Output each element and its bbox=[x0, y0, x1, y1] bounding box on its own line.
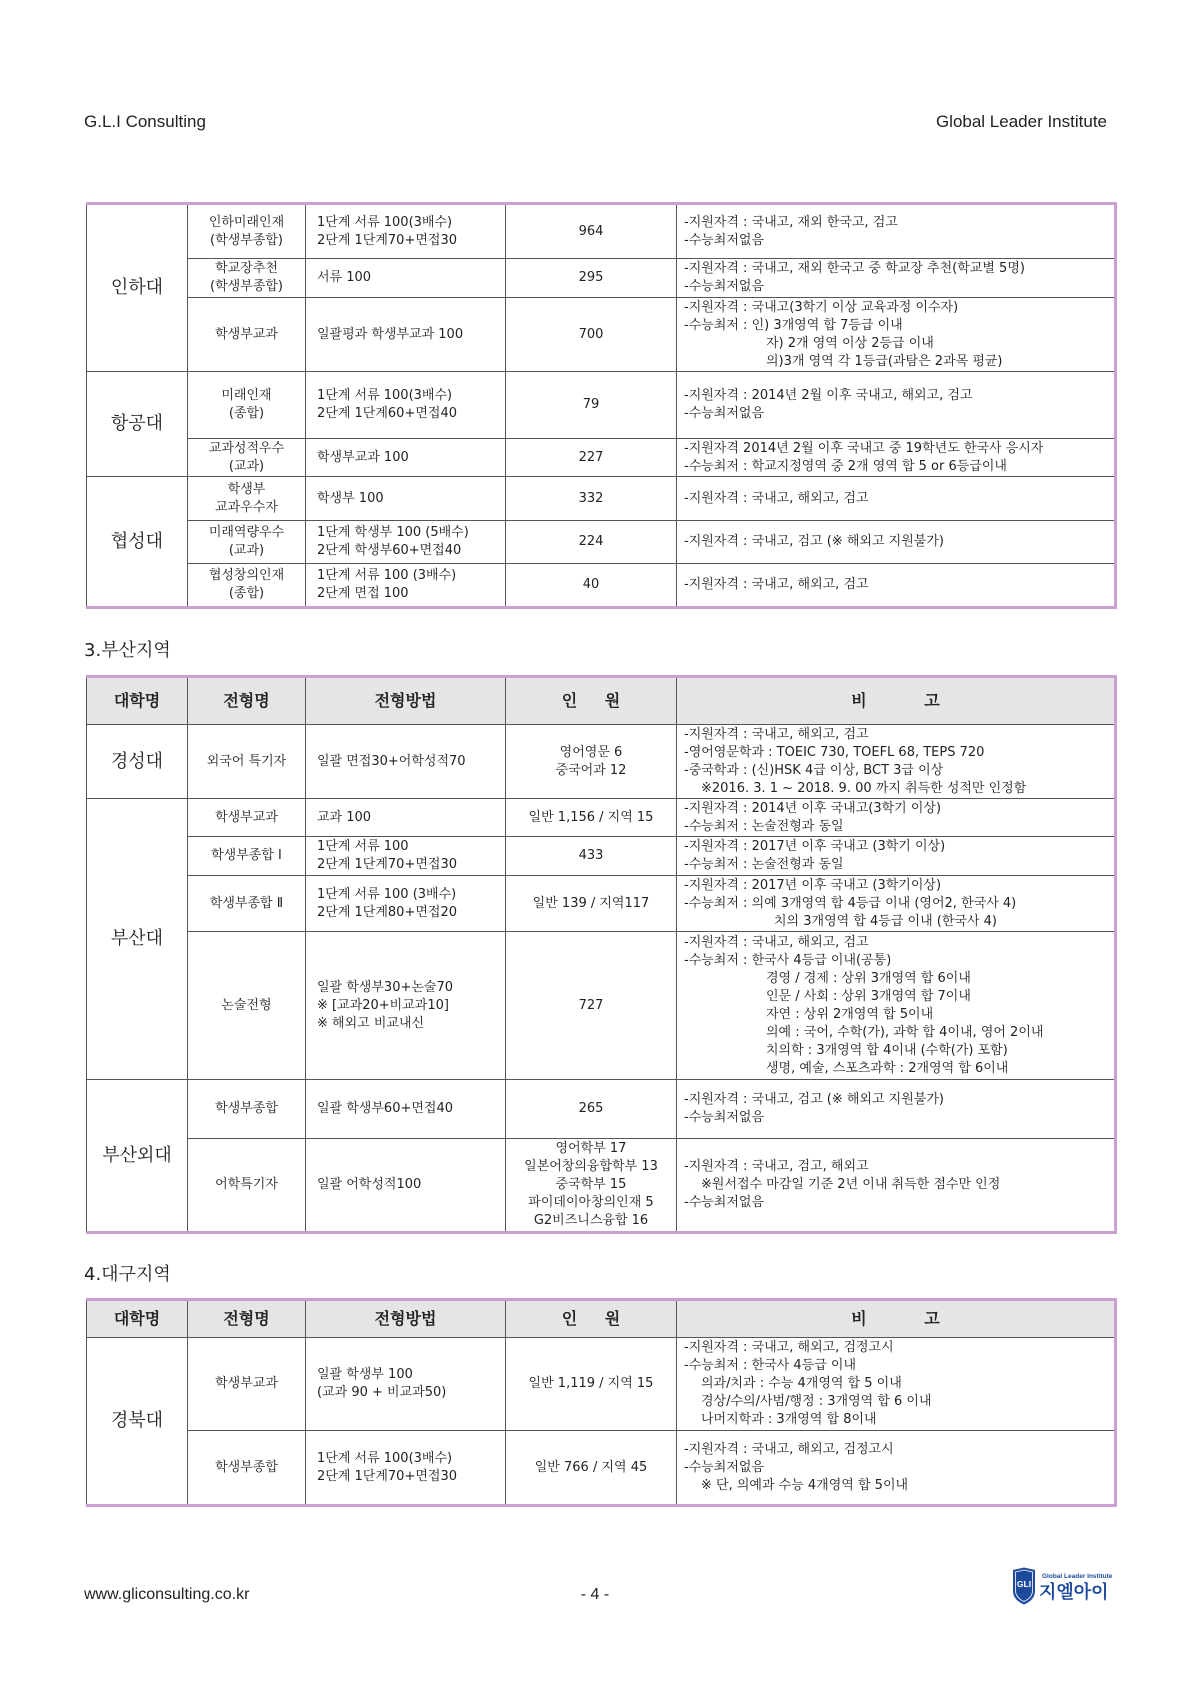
table-row bbox=[87, 477, 1116, 521]
method-line: 서류 100 bbox=[317, 270, 372, 285]
column-header-method: 전형방법 bbox=[306, 677, 506, 725]
quota-cell bbox=[506, 1080, 677, 1139]
logo-name: 지엘아이 bbox=[1039, 1582, 1109, 1603]
quota-cell bbox=[506, 799, 677, 837]
admission-type-cell bbox=[188, 932, 306, 1080]
table-row bbox=[87, 521, 1116, 564]
method-cell bbox=[306, 439, 506, 477]
notes-line: 치의 3개영역 합 4등급 이내 (한국사 4) bbox=[774, 913, 998, 929]
notes-cell bbox=[677, 298, 1116, 372]
method-line: 2단계 1단계60+면접40 bbox=[317, 406, 457, 421]
quota-line: 700 bbox=[578, 326, 604, 342]
quota-cell bbox=[506, 876, 677, 932]
notes-line: -수능최저 : 논술전형과 동일 bbox=[684, 818, 844, 834]
notes-cell bbox=[677, 259, 1116, 298]
method-line: 학생부교과 100 bbox=[317, 449, 409, 465]
admissions-table-incheon-gyeonggi bbox=[86, 202, 1117, 609]
notes-line: 인문 / 사회 : 상위 3개영역 합 7이내 bbox=[766, 988, 971, 1004]
column-header-method: 전형방법 bbox=[306, 1300, 506, 1338]
admission-type-line: 미래역량우수 bbox=[208, 525, 285, 540]
university-cell bbox=[87, 1080, 188, 1233]
university-name: 경북대 bbox=[110, 1410, 164, 1431]
notes-line: ※ 단, 의예과 수능 4개영역 합 5이내 bbox=[701, 1477, 909, 1493]
quota-line: 727 bbox=[578, 997, 604, 1013]
university-name: 항공대 bbox=[110, 413, 164, 434]
admission-type-cell bbox=[188, 298, 306, 372]
admission-type-line: 협성창의인재 bbox=[208, 568, 285, 583]
university-cell bbox=[87, 799, 188, 1080]
quota-cell bbox=[506, 439, 677, 477]
method-line: 2단계 1단계70+면접30 bbox=[317, 1468, 457, 1484]
admission-type-line: 인하미래인재 bbox=[208, 214, 285, 230]
method-cell bbox=[306, 1338, 506, 1431]
quota-line: 일본어창의융합학부 13 bbox=[524, 1159, 658, 1174]
section-title-busan: 3.부산지역 bbox=[84, 640, 171, 661]
admission-type-line: 학생부종합 bbox=[215, 1101, 278, 1116]
quota-line: 일반 1,156 / 지역 15 bbox=[528, 809, 654, 825]
method-line: 1단계 서류 100(3배수) bbox=[317, 388, 453, 403]
admission-type-cell bbox=[188, 1139, 306, 1233]
quota-cell bbox=[506, 372, 677, 439]
method-line: 2단계 1단계70+면접30 bbox=[317, 232, 457, 248]
notes-line: -지원자격 : 2014년 이후 국내고(3학기 이상) bbox=[684, 800, 942, 816]
method-cell bbox=[306, 1431, 506, 1506]
notes-cell bbox=[677, 477, 1116, 521]
quota-line: G2비즈니스융합 16 bbox=[533, 1213, 649, 1228]
university-name: 인하대 bbox=[110, 277, 164, 298]
notes-line: -수능최저 : 논술전형과 동일 bbox=[684, 857, 844, 872]
method-line: 일괄 학생부30+논술70 bbox=[317, 979, 454, 995]
method-line: 1단계 서류 100 (3배수) bbox=[317, 568, 457, 583]
method-line: 1단계 서류 100(3배수) bbox=[317, 1450, 453, 1466]
notes-cell bbox=[677, 725, 1116, 799]
admission-type-cell bbox=[188, 799, 306, 837]
admission-type-cell bbox=[188, 876, 306, 932]
admission-type-line: (종합) bbox=[228, 406, 265, 421]
admission-type-line: 학생부교과 bbox=[215, 809, 278, 825]
quota-line: 파이데이아창의인재 5 bbox=[528, 1195, 654, 1210]
notes-cell bbox=[677, 876, 1116, 932]
method-line: 교과 100 bbox=[317, 809, 372, 825]
quota-line: 964 bbox=[578, 223, 604, 239]
notes-line: -지원자격 : 국내고, 해외고, 검고 bbox=[684, 934, 869, 950]
logo-emblem-text: GLI bbox=[1016, 1579, 1032, 1589]
method-line: 일괄 학생부 100 bbox=[317, 1367, 413, 1382]
method-line: 일괄 학생부60+면접40 bbox=[317, 1101, 454, 1116]
notes-line: -지원자격 : 국내고, 해외고, 검고 bbox=[684, 726, 869, 742]
notes-line: -지원자격 : 국내고, 검고, 해외고 bbox=[684, 1159, 869, 1174]
admission-type-line: 논술전형 bbox=[221, 997, 272, 1013]
header-right-title: Global Leader Institute bbox=[935, 112, 1107, 131]
quota-cell bbox=[506, 259, 677, 298]
admission-type-line: 학생부 bbox=[227, 481, 266, 497]
quota-line: 영어영문 6 bbox=[559, 744, 623, 760]
notes-line: 의)3개 영역 각 1등급(과탐은 2과목 평균) bbox=[766, 353, 1003, 369]
column-header-notes: 비 고 bbox=[677, 1300, 1116, 1338]
quota-cell bbox=[506, 204, 677, 259]
notes-cell bbox=[677, 372, 1116, 439]
quota-cell bbox=[506, 932, 677, 1080]
column-header-university: 대학명 bbox=[87, 677, 188, 725]
quota-cell bbox=[506, 837, 677, 876]
notes-line: -지원자격 : 국내고, 재외 한국고, 검고 bbox=[684, 214, 898, 230]
quota-cell bbox=[506, 298, 677, 372]
column-header-admission: 전형명 bbox=[188, 677, 306, 725]
notes-line: 경상/수의/사범/행정 : 3개영역 합 6 이내 bbox=[701, 1394, 932, 1409]
column-header-university: 대학명 bbox=[87, 1300, 188, 1338]
method-line: 1단계 서류 100 (3배수) bbox=[317, 886, 457, 902]
notes-line: 자연 : 상위 2개영역 합 5이내 bbox=[766, 1006, 934, 1022]
notes-line: -지원자격 : 국내고(3학기 이상 교육과정 이수자) bbox=[684, 299, 959, 315]
university-cell bbox=[87, 204, 188, 372]
admission-type-cell bbox=[188, 372, 306, 439]
method-cell bbox=[306, 259, 506, 298]
notes-cell bbox=[677, 1431, 1116, 1506]
admission-type-line: 교과우수자 bbox=[215, 499, 278, 515]
admission-type-line: 학교장추천 bbox=[215, 261, 278, 276]
notes-cell bbox=[677, 521, 1116, 564]
method-cell bbox=[306, 1139, 506, 1233]
table-row bbox=[87, 876, 1116, 932]
notes-line: -수능최저없음 bbox=[684, 232, 765, 248]
notes-cell bbox=[677, 932, 1116, 1080]
column-header-notes: 비 고 bbox=[677, 677, 1116, 725]
university-cell bbox=[87, 372, 188, 477]
method-cell bbox=[306, 564, 506, 608]
notes-line: -지원자격 : 2014년 2월 이후 국내고, 해외고, 검고 bbox=[684, 388, 973, 403]
admission-type-cell bbox=[188, 725, 306, 799]
quota-line: 일반 1,119 / 지역 15 bbox=[528, 1376, 654, 1391]
admission-type-cell bbox=[188, 1080, 306, 1139]
table-row bbox=[87, 439, 1116, 477]
notes-line: -수능최저없음 bbox=[684, 279, 765, 294]
method-cell bbox=[306, 932, 506, 1080]
method-cell bbox=[306, 725, 506, 799]
admission-type-line: 미래인재 bbox=[221, 388, 272, 403]
quota-cell bbox=[506, 477, 677, 521]
notes-line: -수능최저없음 bbox=[684, 406, 765, 421]
quota-line: 332 bbox=[578, 490, 604, 506]
method-line: 2단계 학생부60+면접40 bbox=[317, 543, 462, 558]
quota-line: 40 bbox=[582, 577, 600, 592]
column-header-quota: 인 원 bbox=[506, 677, 677, 725]
university-name: 부산대 bbox=[110, 928, 164, 949]
table-row bbox=[87, 725, 1116, 799]
admissions-table-daegu bbox=[86, 1298, 1117, 1507]
method-line: 일괄 면접30+어학성적70 bbox=[317, 753, 466, 769]
table-header-row bbox=[87, 677, 1116, 725]
method-line: (교과 90 + 비교과50) bbox=[317, 1385, 447, 1400]
quota-line: 227 bbox=[578, 449, 604, 465]
column-header-admission: 전형명 bbox=[188, 1300, 306, 1338]
table-row bbox=[87, 1338, 1116, 1431]
page-number: - 4 - bbox=[580, 1586, 610, 1603]
notes-cell bbox=[677, 799, 1116, 837]
quota-line: 295 bbox=[578, 270, 604, 285]
quota-cell bbox=[506, 521, 677, 564]
method-line: 일괄평과 학생부교과 100 bbox=[317, 326, 464, 342]
table-row bbox=[87, 259, 1116, 298]
notes-line: -지원자격 : 2017년 이후 국내고 (3학기 이상) bbox=[684, 839, 946, 854]
method-cell bbox=[306, 1080, 506, 1139]
quota-cell bbox=[506, 1431, 677, 1506]
notes-cell bbox=[677, 564, 1116, 608]
quota-line: 일반 139 / 지역117 bbox=[532, 895, 650, 911]
quota-cell bbox=[506, 1139, 677, 1233]
method-cell bbox=[306, 521, 506, 564]
column-header-quota: 인 원 bbox=[506, 1300, 677, 1338]
university-name: 협성대 bbox=[110, 530, 164, 552]
table-row bbox=[87, 204, 1116, 259]
notes-line: -지원자격 : 2017년 이후 국내고 (3학기이상) bbox=[684, 877, 942, 893]
gli-shield-logo-icon bbox=[1012, 1567, 1036, 1605]
notes-line: ※2016. 3. 1 ~ 2018. 9. 00 까지 취득한 성적만 인정함 bbox=[701, 780, 1027, 796]
table-row bbox=[87, 799, 1116, 837]
quota-line: 79 bbox=[582, 397, 600, 412]
notes-line: -지원자격 : 국내고, 해외고, 검정고시 bbox=[684, 1340, 894, 1355]
notes-line: -지원자격 : 국내고, 검고 (※ 해외고 지원불가) bbox=[684, 1092, 944, 1107]
notes-line: -수능최저 : 의예 3개영역 합 4등급 이내 (영어2, 한국사 4) bbox=[684, 895, 1017, 911]
method-cell bbox=[306, 837, 506, 876]
notes-line: 의예 : 국어, 수학(가), 과학 합 4이내, 영어 2이내 bbox=[766, 1024, 1044, 1040]
method-cell bbox=[306, 372, 506, 439]
quota-line: 224 bbox=[578, 534, 604, 549]
notes-line: -지원자격 : 국내고, 해외고, 검고 bbox=[684, 490, 869, 506]
notes-line: 나머지학과 : 3개영역 합 8이내 bbox=[701, 1412, 877, 1427]
notes-line: -수능최저 : 인) 3개영역 합 7등급 이내 bbox=[684, 317, 903, 333]
notes-line: -수능최저없음 bbox=[684, 1459, 765, 1475]
notes-line: -지원자격 : 국내고, 해외고, 검정고시 bbox=[684, 1441, 894, 1457]
method-cell bbox=[306, 204, 506, 259]
admission-type-line: 외국어 특기자 bbox=[206, 753, 287, 769]
method-line: 1단계 서류 100 bbox=[317, 839, 409, 854]
admission-type-line: (교과) bbox=[228, 458, 265, 474]
header-left-title: G.L.I Consulting bbox=[84, 112, 206, 131]
table-row bbox=[87, 298, 1116, 372]
notes-line: 생명, 예술, 스포츠과학 : 2개영역 합 6이내 bbox=[766, 1060, 1009, 1076]
admission-type-line: 학생부교과 bbox=[215, 326, 278, 342]
university-cell bbox=[87, 1338, 188, 1506]
admission-type-cell bbox=[188, 564, 306, 608]
notes-cell bbox=[677, 837, 1116, 876]
table-row bbox=[87, 837, 1116, 876]
university-cell bbox=[87, 477, 188, 608]
admission-type-line: 학생부종합 bbox=[215, 1459, 278, 1475]
notes-line: 자) 2개 영역 이상 2등급 이내 bbox=[766, 335, 934, 351]
university-name: 부산외대 bbox=[102, 1144, 172, 1166]
notes-line: 치의학 : 3개영역 합 4이내 (수학(가) 포함) bbox=[766, 1042, 1008, 1058]
admission-type-cell bbox=[188, 204, 306, 259]
notes-line: -지원자격 : 국내고, 해외고, 검고 bbox=[684, 577, 869, 592]
quota-cell bbox=[506, 564, 677, 608]
admission-type-cell bbox=[188, 477, 306, 521]
university-name: 경성대 bbox=[110, 750, 164, 772]
method-line: 2단계 1단계70+면접30 bbox=[317, 857, 457, 872]
method-line: ※ [교과20+비교과10] bbox=[317, 997, 449, 1013]
method-cell bbox=[306, 477, 506, 521]
admission-type-cell bbox=[188, 837, 306, 876]
notes-line: 의과/치과 : 수능 4개영역 합 5 이내 bbox=[701, 1376, 902, 1391]
admission-type-line: 교과성적우수 bbox=[208, 440, 285, 456]
method-line: ※ 해외고 비교내신 bbox=[317, 1015, 425, 1031]
notes-cell bbox=[677, 1338, 1116, 1431]
quota-cell bbox=[506, 1338, 677, 1431]
method-line: 2단계 면접 100 bbox=[317, 586, 409, 601]
table-row bbox=[87, 1139, 1116, 1233]
quota-cell bbox=[506, 725, 677, 799]
method-line: 1단계 학생부 100 (5배수) bbox=[317, 525, 469, 540]
notes-line: -영어영문학과 : TOEIC 730, TOEFL 68, TEPS 720 bbox=[684, 744, 985, 760]
admission-type-line: 학생부교과 bbox=[215, 1376, 278, 1391]
admissions-table-busan bbox=[86, 675, 1117, 1234]
admission-type-line: 학생부종합 Ⅰ bbox=[211, 848, 282, 863]
notes-line: 경영 / 경제 : 상위 3개영역 합 6이내 bbox=[766, 970, 971, 986]
quota-line: 중국어과 12 bbox=[555, 762, 627, 778]
admission-type-line: (교과) bbox=[228, 543, 265, 558]
table-row bbox=[87, 1431, 1116, 1506]
method-cell bbox=[306, 799, 506, 837]
notes-line: -중국학과 : (신)HSK 4급 이상, BCT 3급 이상 bbox=[684, 762, 944, 778]
table-row bbox=[87, 372, 1116, 439]
admission-type-line: 학생부종합 Ⅱ bbox=[209, 895, 284, 911]
notes-line: -수능최저 : 학교지정영역 중 2개 영역 합 5 or 6등급이내 bbox=[684, 458, 1007, 474]
table-row bbox=[87, 564, 1116, 608]
method-line: 2단계 1단계80+면접20 bbox=[317, 904, 457, 920]
table-row bbox=[87, 932, 1116, 1080]
notes-cell bbox=[677, 204, 1116, 259]
method-line: 일괄 어학성적100 bbox=[317, 1177, 422, 1192]
notes-line: ※원서접수 마감일 기준 2년 이내 취득한 점수만 인정 bbox=[701, 1177, 1001, 1192]
notes-line: -지원자격 2014년 2월 이후 국내고 중 19학년도 한국사 응시자 bbox=[684, 440, 1044, 456]
method-line: 1단계 서류 100(3배수) bbox=[317, 214, 453, 230]
quota-line: 중국학부 15 bbox=[555, 1177, 627, 1192]
logo-tagline: Global Leader Institute bbox=[1042, 1573, 1113, 1580]
notes-line: -수능최저없음 bbox=[684, 1195, 765, 1210]
admission-type-cell bbox=[188, 1338, 306, 1431]
admission-type-line: (종합) bbox=[228, 586, 265, 601]
admission-type-line: (학생부종합) bbox=[210, 232, 283, 248]
section-title-daegu: 4.대구지역 bbox=[84, 1264, 171, 1285]
quota-line: 433 bbox=[578, 848, 604, 863]
notes-line: -수능최저 : 한국사 4등급 이내 bbox=[684, 1358, 857, 1373]
notes-line: -수능최저 : 한국사 4등급 이내(공통) bbox=[684, 952, 892, 968]
university-cell bbox=[87, 725, 188, 799]
notes-line: -지원자격 : 국내고, 검고 (※ 해외고 지원불가) bbox=[684, 534, 944, 549]
notes-line: -수능최저없음 bbox=[684, 1110, 765, 1125]
footer-website-url: www.gliconsulting.co.kr bbox=[84, 1586, 250, 1603]
admission-type-cell bbox=[188, 259, 306, 298]
notes-cell bbox=[677, 1139, 1116, 1233]
admission-type-line: (학생부종합) bbox=[210, 279, 283, 294]
notes-line: -지원자격 : 국내고, 재외 한국고 중 학교장 추천(학교별 5명) bbox=[684, 261, 1025, 276]
method-line: 학생부 100 bbox=[317, 490, 384, 506]
quota-line: 일반 766 / 지역 45 bbox=[534, 1459, 648, 1475]
table-header-row bbox=[87, 1300, 1116, 1338]
notes-cell bbox=[677, 439, 1116, 477]
method-cell bbox=[306, 298, 506, 372]
admission-type-cell bbox=[188, 521, 306, 564]
quota-line: 영어학부 17 bbox=[555, 1141, 627, 1156]
quota-line: 265 bbox=[578, 1101, 604, 1116]
table-row bbox=[87, 1080, 1116, 1139]
admission-type-cell bbox=[188, 439, 306, 477]
admission-type-line: 어학특기자 bbox=[215, 1177, 278, 1192]
admission-type-cell bbox=[188, 1431, 306, 1506]
notes-cell bbox=[677, 1080, 1116, 1139]
method-cell bbox=[306, 876, 506, 932]
